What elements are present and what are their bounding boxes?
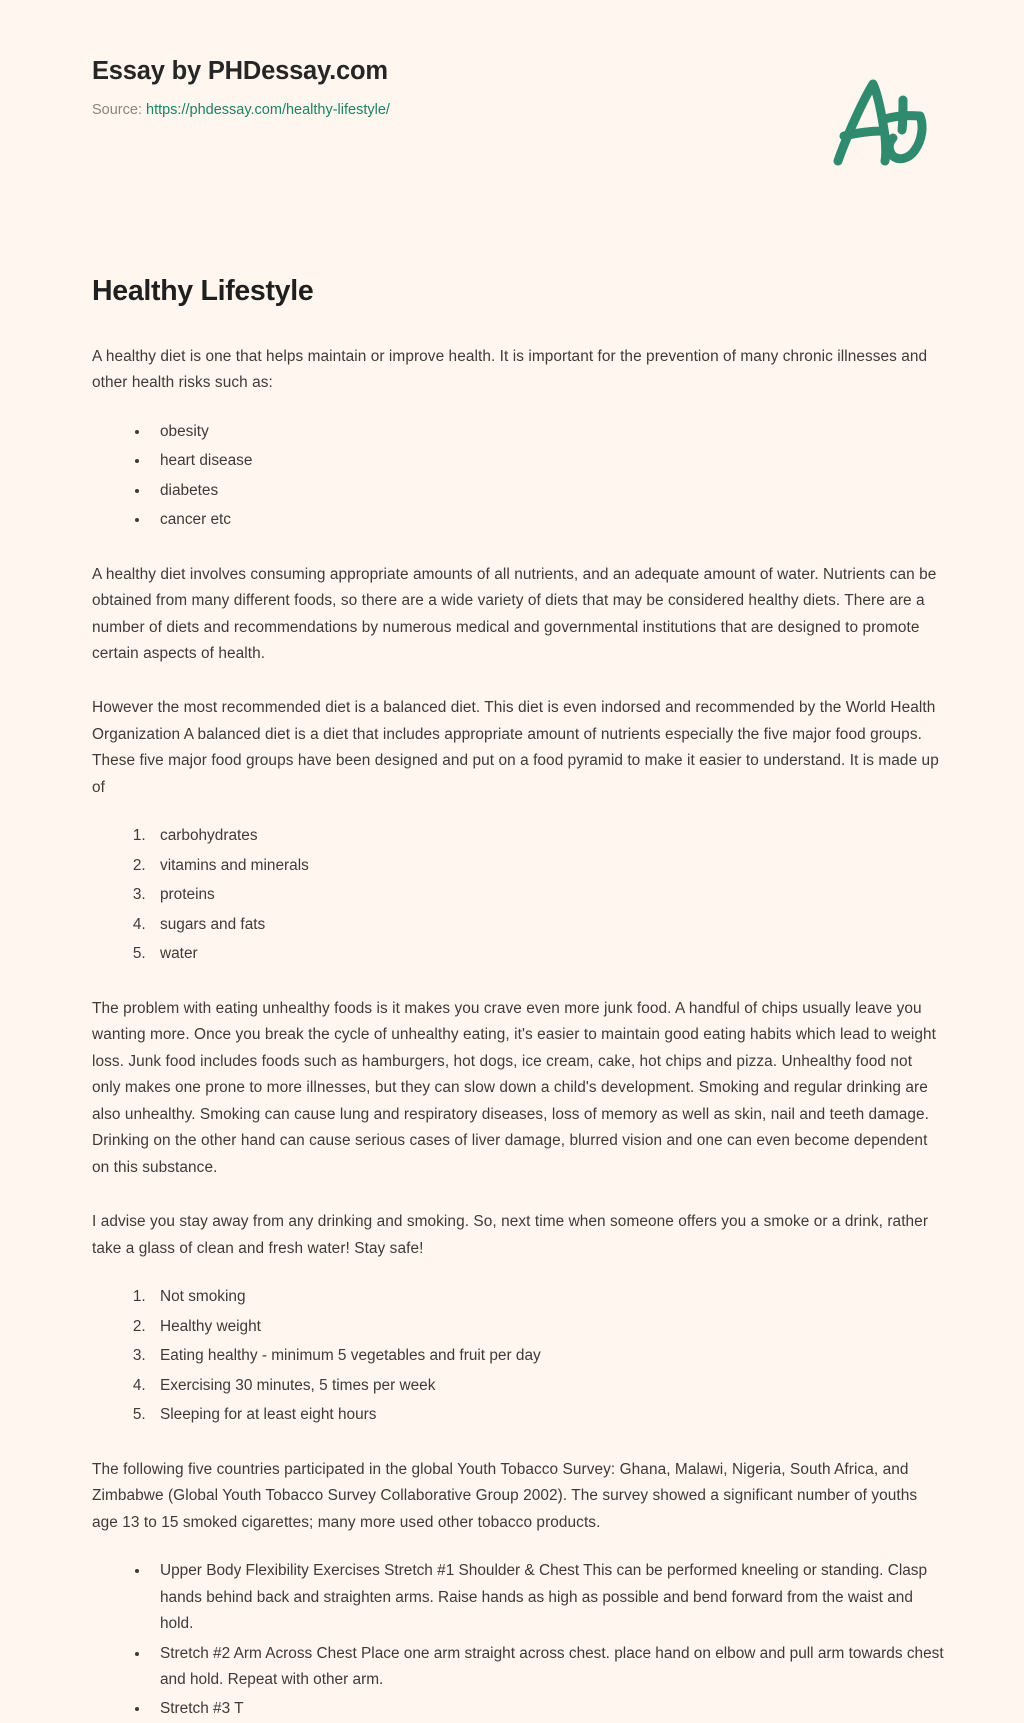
- food-groups-list: [92, 823, 946, 967]
- list-item: • Stretch #2 Arm Across Chest Place one arm straight across chest. place hand on elbow and pull arm towards chest and hold. Repeat with other arm.: [150, 1641, 946, 1694]
- list-item: • obesity: [150, 419, 946, 445]
- page-header: [92, 56, 946, 168]
- list-item: 2. vitamins and minerals: [150, 853, 946, 879]
- paragraph-junk-food: The problem with eating unhealthy foods is it makes you crave even more junk food. A handful of chips usually leave you wanting more. Once you break the cycle of unhealthy eating, it's easier to maintain good eating habits which lead to weight loss. Junk food includes foods such as hamburgers, hot dogs, ice cream, cake, hot chips and pizza. Unhealthy food not only makes one prone to more illnesses, but they can slow down a child's development. Smoking and regular drinking are also unhealthy. Smoking can cause lung and respiratory diseases, loss of memory as well as skin, nail and teeth damage. Drinking on the other hand can cause serious cases of liver damage, blurred vision and one can even become dependent on this substance.: [92, 999, 936, 1176]
- list-item: • heart disease: [150, 448, 946, 474]
- list-item: • Upper Body Flexibility Exercises Stretch #1 Shoulder & Chest This can be performed kneeling or standing. Clasp hands behind back and straighten arms. Raise hands as high as possible and bend forward from the waist and hold.: [150, 1558, 946, 1637]
- source-label: Source:: [92, 101, 146, 118]
- paragraph-intro: A healthy diet is one that helps maintain or improve health. It is important for the prevention of many chronic illnesses and other health risks such as:: [92, 347, 928, 392]
- paragraph-advice: I advise you stay away from any drinking and smoking. So, next time when someone offers you a smoke or a drink, rather take a glass of clean and fresh water! Stay safe!: [92, 1213, 929, 1257]
- list-item: 1. Not smoking: [150, 1284, 946, 1310]
- paragraph-balanced-diet: However the most recommended diet is a balanced diet. This diet is even indorsed and recommended by the World Health Organization A balanced diet is a diet that includes appropriate amount of nutrients especially the five major food groups. These five major food groups have been designed and put on a food pyramid to make it easier to understand. It is made up of: [92, 699, 939, 796]
- list-item: 5. Sleeping for at least eight hours: [150, 1402, 946, 1428]
- paragraph-nutrients: A healthy diet involves consuming appropriate amounts of all nutrients, and an adequate amount of water. Nutrients can be obtained from many different foods, so there are a wide variety of diets that may be considered healthy diets. There are a number of diets and recommendations by numerous medical and governmental institutions that are designed to promote certain aspects of health.: [92, 565, 937, 662]
- list-item: 3. proteins: [150, 882, 946, 908]
- list-item: 1. carbohydrates: [150, 823, 946, 849]
- source-link[interactable]: https://phdessay.com/healthy-lifestyle/: [146, 101, 390, 118]
- list-item: 4. sugars and fats: [150, 912, 946, 938]
- list-item: • diabetes: [150, 478, 946, 504]
- list-item: 4. Exercising 30 minutes, 5 times per week: [150, 1373, 946, 1399]
- stretches-list: [92, 1558, 946, 1723]
- list-item: 2. Healthy weight: [150, 1314, 946, 1340]
- healthy-habits-list: [92, 1284, 946, 1428]
- list-item: 3. Eating healthy - minimum 5 vegetables and fruit per day: [150, 1343, 946, 1369]
- list-item: • cancer etc: [150, 507, 946, 533]
- list-item: • Stretch #3 T: [150, 1696, 946, 1722]
- paragraph-tobacco-survey: The following five countries participated in the global Youth Tobacco Survey: Ghana, Malawi, Nigeria, South Africa, and Zimbabwe (Global Youth Tobacco Survey Collaborative Group 2002). The survey showed a significant number of youths age 13 to 15 smoked cigarettes; many more used other tobacco products.: [92, 1460, 918, 1531]
- list-item: 5. water: [150, 941, 946, 967]
- page-title: Healthy Lifestyle: [92, 275, 314, 307]
- brand-title: Essay by PHDessay.com: [92, 57, 388, 85]
- a-plus-logo-icon: [816, 64, 936, 176]
- health-risks-list: [92, 419, 946, 534]
